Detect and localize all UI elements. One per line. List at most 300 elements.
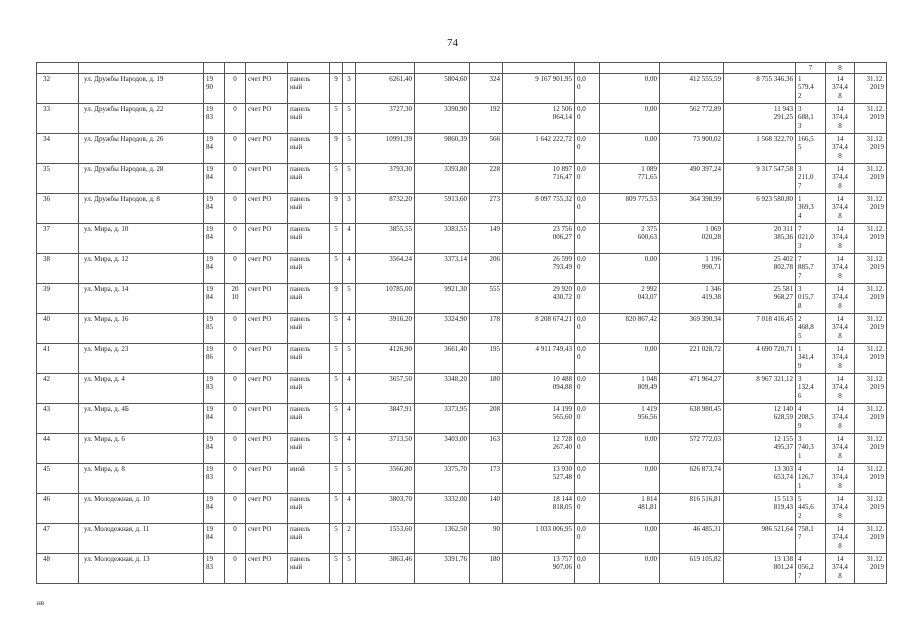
owners-funds-cell: 7 018 416,45 <box>724 313 796 343</box>
floors-cell: 5 <box>330 553 343 583</box>
total-cost-cell: 26 599 793,49 <box>503 253 575 283</box>
column-number-cell: 7 <box>796 63 826 74</box>
subsidy-fund-cell: 0,0 0 <box>575 253 600 283</box>
floors-cell: 9 <box>330 193 343 223</box>
subsidy-fund-cell: 0,0 0 <box>575 223 600 253</box>
renovation-year-cell: 0 <box>225 373 246 403</box>
build-year-cell: 19 84 <box>204 283 225 313</box>
floors-cell: 5 <box>330 373 343 403</box>
fund-method-cell: счет РО <box>246 343 288 373</box>
renovation-year-cell: 0 <box>225 493 246 523</box>
owners-funds-cell: 4 690 720,71 <box>724 343 796 373</box>
wall-material-cell: панель ный <box>288 313 330 343</box>
total-cost-cell: 23 756 006,27 <box>503 223 575 253</box>
fund-method-cell: счет РО <box>246 133 288 163</box>
regional-budget-cell: 0,00 <box>600 133 660 163</box>
regional-budget-cell: 1 048 809,49 <box>600 373 660 403</box>
row-number-cell: 33 <box>37 103 79 133</box>
entrances-cell: 4 <box>343 403 356 433</box>
owners-funds-cell: 1 568 322,70 <box>724 133 796 163</box>
living-area-cell: 3390,90 <box>415 103 470 133</box>
cost-per-sqm-cell: 7 885,7 7 <box>796 253 826 283</box>
wall-material-cell: панель ный <box>288 493 330 523</box>
living-area-cell: 3324,90 <box>415 313 470 343</box>
local-budget-cell: 490 397,24 <box>660 163 724 193</box>
floors-cell: 9 <box>330 73 343 103</box>
cost-per-sqm-cell: 1 579,4 2 <box>796 73 826 103</box>
regional-budget-cell: 1 089 771,65 <box>600 163 660 193</box>
total-cost-cell: 8 097 755,32 <box>503 193 575 223</box>
row-number-cell: 41 <box>37 343 79 373</box>
total-area-cell: 10785,00 <box>356 283 415 313</box>
owners-funds-cell: 8 967 321,12 <box>724 373 796 403</box>
address-cell: ул. Мира, д. 16 <box>79 313 204 343</box>
row-number-cell: 37 <box>37 223 79 253</box>
residents-cell: 273 <box>470 193 503 223</box>
completion-date-cell: 31.12. 2019 <box>855 163 887 193</box>
living-area-cell: 3403,00 <box>415 433 470 463</box>
living-area-cell: 9921,30 <box>415 283 470 313</box>
table-row <box>37 403 887 433</box>
living-area-cell: 3375,70 <box>415 463 470 493</box>
table-row <box>37 343 887 373</box>
table-row <box>37 463 887 493</box>
entrances-cell: 5 <box>343 553 356 583</box>
total-area-cell: 3793,30 <box>356 163 415 193</box>
subsidy-fund-cell: 0,0 0 <box>575 283 600 313</box>
limit-cost-cell: 14 374,4 8 <box>826 223 855 253</box>
cost-per-sqm-cell: 4 208,5 9 <box>796 403 826 433</box>
completion-date-cell: 31.12. 2019 <box>855 433 887 463</box>
subsidy-fund-cell: 0,0 0 <box>575 463 600 493</box>
wall-material-cell: панель ный <box>288 553 330 583</box>
total-cost-cell: 29 920 430,72 <box>503 283 575 313</box>
row-number-cell: 38 <box>37 253 79 283</box>
entrances-cell: 5 <box>343 103 356 133</box>
fund-method-cell: счет РО <box>246 73 288 103</box>
cost-per-sqm-cell: 2 468,8 5 <box>796 313 826 343</box>
table-row <box>37 283 887 313</box>
table-row <box>37 523 887 553</box>
local-budget-cell: 816 516,81 <box>660 493 724 523</box>
row-number-cell: 35 <box>37 163 79 193</box>
row-number-cell: 34 <box>37 133 79 163</box>
total-area-cell: 3916,20 <box>356 313 415 343</box>
address-cell: ул. Молодежная, д. 11 <box>79 523 204 553</box>
subsidy-fund-cell: 0,0 0 <box>575 553 600 583</box>
total-area-cell: 3564,24 <box>356 253 415 283</box>
total-cost-cell: 1 033 006,95 <box>503 523 575 553</box>
build-year-cell: 19 84 <box>204 433 225 463</box>
row-number-cell: 39 <box>37 283 79 313</box>
row-number-cell: 36 <box>37 193 79 223</box>
wall-material-cell: панель ный <box>288 223 330 253</box>
completion-date-cell: 31.12. 2019 <box>855 373 887 403</box>
cost-per-sqm-cell: 3 015,7 8 <box>796 283 826 313</box>
total-cost-cell: 18 144 818,05 <box>503 493 575 523</box>
subsidy-fund-cell: 0,0 0 <box>575 343 600 373</box>
total-area-cell: 3863,46 <box>356 553 415 583</box>
residents-cell: 163 <box>470 433 503 463</box>
table-row <box>37 313 887 343</box>
table-row <box>37 433 887 463</box>
limit-cost-cell: 14 374,4 8 <box>826 283 855 313</box>
limit-cost-cell: 14 374,4 8 <box>826 553 855 583</box>
regional-budget-cell: 0,00 <box>600 253 660 283</box>
residents-cell: 208 <box>470 403 503 433</box>
completion-date-cell: 31.12. 2019 <box>855 403 887 433</box>
total-cost-cell: 4 911 749,43 <box>503 343 575 373</box>
total-area-cell: 3657,50 <box>356 373 415 403</box>
fund-method-cell: счет РО <box>246 553 288 583</box>
total-area-cell: 3566,80 <box>356 463 415 493</box>
completion-date-cell: 31.12. 2019 <box>855 493 887 523</box>
regional-budget-cell: 0,00 <box>600 463 660 493</box>
completion-date-cell: 31.12. 2019 <box>855 283 887 313</box>
total-area-cell: 8732,20 <box>356 193 415 223</box>
living-area-cell: 3661,40 <box>415 343 470 373</box>
living-area-cell: 5804,60 <box>415 73 470 103</box>
total-cost-cell: 10 897 716,47 <box>503 163 575 193</box>
living-area-cell: 3332,00 <box>415 493 470 523</box>
local-budget-cell: 619 105,82 <box>660 553 724 583</box>
cost-per-sqm-cell: 4 126,7 1 <box>796 463 826 493</box>
wall-material-cell: иной <box>288 463 330 493</box>
fund-method-cell: счет РО <box>246 253 288 283</box>
entrances-cell: 4 <box>343 493 356 523</box>
fund-method-cell: счет РО <box>246 193 288 223</box>
table-row <box>37 133 887 163</box>
regional-budget-cell: 820 867,42 <box>600 313 660 343</box>
limit-cost-cell: 14 374,4 8 <box>826 493 855 523</box>
owners-funds-cell: 8 755 346,36 <box>724 73 796 103</box>
fund-method-cell: счет РО <box>246 433 288 463</box>
subsidy-fund-cell: 0,0 0 <box>575 403 600 433</box>
residents-cell: 140 <box>470 493 503 523</box>
total-cost-cell: 14 199 565,60 <box>503 403 575 433</box>
residents-cell: 566 <box>470 133 503 163</box>
entrances-cell: 4 <box>343 223 356 253</box>
total-area-cell: 3847,91 <box>356 403 415 433</box>
subsidy-fund-cell: 0,0 0 <box>575 133 600 163</box>
housing-program-table <box>36 62 887 584</box>
row-number-cell: 48 <box>37 553 79 583</box>
total-area-cell: 3855,55 <box>356 223 415 253</box>
row-number-cell: 32 <box>37 73 79 103</box>
cost-per-sqm-cell: 5 445,6 2 <box>796 493 826 523</box>
floors-cell: 5 <box>330 403 343 433</box>
residents-cell: 206 <box>470 253 503 283</box>
table-row <box>37 553 887 583</box>
build-year-cell: 19 84 <box>204 523 225 553</box>
row-number-cell: 46 <box>37 493 79 523</box>
residents-cell: 192 <box>470 103 503 133</box>
wall-material-cell: панель ный <box>288 103 330 133</box>
floors-cell: 5 <box>330 523 343 553</box>
cost-per-sqm-cell: 166,5 5 <box>796 133 826 163</box>
fund-method-cell: счет РО <box>246 373 288 403</box>
table-row <box>37 373 887 403</box>
row-number-cell: 43 <box>37 403 79 433</box>
completion-date-cell: 31.12. 2019 <box>855 553 887 583</box>
address-cell: ул. Мира, д. 6 <box>79 433 204 463</box>
entrances-cell: 5 <box>343 283 356 313</box>
owners-funds-cell: 13 303 653,74 <box>724 463 796 493</box>
completion-date-cell: 31.12. 2019 <box>855 463 887 493</box>
build-year-cell: 19 85 <box>204 313 225 343</box>
local-budget-cell: 638 980,45 <box>660 403 724 433</box>
address-cell: ул. Мира, д. 4 <box>79 373 204 403</box>
local-budget-cell: 1 346 419,38 <box>660 283 724 313</box>
floors-cell: 5 <box>330 223 343 253</box>
limit-cost-cell: 14 374,4 8 <box>826 523 855 553</box>
completion-date-cell: 31.12. 2019 <box>855 73 887 103</box>
cost-per-sqm-cell: 1 341,4 9 <box>796 343 826 373</box>
floors-cell: 9 <box>330 133 343 163</box>
owners-funds-cell: 13 138 801,24 <box>724 553 796 583</box>
owners-funds-cell: 25 402 802,78 <box>724 253 796 283</box>
limit-cost-cell: 14 374,4 8 <box>826 133 855 163</box>
address-cell: ул. Дружбы Народов, д. 26 <box>79 133 204 163</box>
address-cell: ул. Мира, д. 23 <box>79 343 204 373</box>
table-row <box>37 253 887 283</box>
build-year-cell: 19 83 <box>204 373 225 403</box>
renovation-year-cell: 20 10 <box>225 283 246 313</box>
limit-cost-cell: 14 374,4 8 <box>826 373 855 403</box>
renovation-year-cell: 0 <box>225 163 246 193</box>
build-year-cell: 19 86 <box>204 343 225 373</box>
fund-method-cell: счет РО <box>246 223 288 253</box>
build-year-cell: 19 83 <box>204 463 225 493</box>
build-year-cell: 19 83 <box>204 553 225 583</box>
address-cell: ул. Дружбы Народов, д. 28 <box>79 163 204 193</box>
local-budget-cell: 572 772,03 <box>660 433 724 463</box>
local-budget-cell: 46 485,31 <box>660 523 724 553</box>
table-header-row <box>37 63 887 74</box>
renovation-year-cell: 0 <box>225 193 246 223</box>
renovation-year-cell: 0 <box>225 103 246 133</box>
cost-per-sqm-cell: 3 211,0 7 <box>796 163 826 193</box>
limit-cost-cell: 14 374,4 8 <box>826 163 855 193</box>
table-row <box>37 223 887 253</box>
owners-funds-cell: 11 943 291,25 <box>724 103 796 133</box>
total-area-cell: 6261,40 <box>356 73 415 103</box>
entrances-cell: 2 <box>343 523 356 553</box>
build-year-cell: 19 84 <box>204 493 225 523</box>
renovation-year-cell: 0 <box>225 523 246 553</box>
entrances-cell: 3 <box>343 193 356 223</box>
local-budget-cell: 1 069 020,28 <box>660 223 724 253</box>
local-budget-cell: 73 900,02 <box>660 133 724 163</box>
living-area-cell: 5913,60 <box>415 193 470 223</box>
fund-method-cell: счет РО <box>246 523 288 553</box>
total-area-cell: 3727,30 <box>356 103 415 133</box>
build-year-cell: 19 84 <box>204 133 225 163</box>
subsidy-fund-cell: 0,0 0 <box>575 163 600 193</box>
residents-cell: 195 <box>470 343 503 373</box>
floors-cell: 9 <box>330 283 343 313</box>
renovation-year-cell: 0 <box>225 133 246 163</box>
limit-cost-cell: 14 374,4 8 <box>826 313 855 343</box>
wall-material-cell: панель ный <box>288 73 330 103</box>
table-row <box>37 163 887 193</box>
total-area-cell: 3713,50 <box>356 433 415 463</box>
owners-funds-cell: 15 513 819,43 <box>724 493 796 523</box>
local-budget-cell: 471 964,27 <box>660 373 724 403</box>
regional-budget-cell: 0,00 <box>600 553 660 583</box>
limit-cost-cell: 14 374,4 8 <box>826 103 855 133</box>
residents-cell: 90 <box>470 523 503 553</box>
wall-material-cell: панель ный <box>288 133 330 163</box>
completion-date-cell: 31.12. 2019 <box>855 103 887 133</box>
address-cell: ул. Дружбы Народов, д. 8 <box>79 193 204 223</box>
total-area-cell: 3803,70 <box>356 493 415 523</box>
living-area-cell: 3393,80 <box>415 163 470 193</box>
subsidy-fund-cell: 0,0 0 <box>575 433 600 463</box>
floors-cell: 5 <box>330 103 343 133</box>
completion-date-cell: 31.12. 2019 <box>855 253 887 283</box>
address-cell: ул. Молодежная, д. 13 <box>79 553 204 583</box>
completion-date-cell: 31.12. 2019 <box>855 523 887 553</box>
owners-funds-cell: 986 521,64 <box>724 523 796 553</box>
completion-date-cell: 31.12. 2019 <box>855 193 887 223</box>
residents-cell: 178 <box>470 313 503 343</box>
address-cell: ул. Дружбы Народов, д. 22 <box>79 103 204 133</box>
floors-cell: 5 <box>330 343 343 373</box>
floors-cell: 5 <box>330 493 343 523</box>
residents-cell: 324 <box>470 73 503 103</box>
floors-cell: 5 <box>330 433 343 463</box>
total-cost-cell: 13 930 527,48 <box>503 463 575 493</box>
build-year-cell: 19 84 <box>204 403 225 433</box>
floors-cell: 5 <box>330 313 343 343</box>
living-area-cell: 3373,95 <box>415 403 470 433</box>
total-cost-cell: 12 728 267,40 <box>503 433 575 463</box>
build-year-cell: 19 83 <box>204 103 225 133</box>
subsidy-fund-cell: 0,0 0 <box>575 73 600 103</box>
subsidy-fund-cell: 0,0 0 <box>575 373 600 403</box>
row-number-cell: 42 <box>37 373 79 403</box>
entrances-cell: 4 <box>343 313 356 343</box>
fund-method-cell: счет РО <box>246 283 288 313</box>
fund-method-cell: счет РО <box>246 163 288 193</box>
subsidy-fund-cell: 0,0 0 <box>575 193 600 223</box>
regional-budget-cell: 809 775,53 <box>600 193 660 223</box>
fund-method-cell: счет РО <box>246 313 288 343</box>
footer-mark: нв <box>37 599 45 607</box>
wall-material-cell: панель ный <box>288 403 330 433</box>
regional-budget-cell: 1 814 481,81 <box>600 493 660 523</box>
residents-cell: 180 <box>470 553 503 583</box>
owners-funds-cell: 9 317 547,58 <box>724 163 796 193</box>
build-year-cell: 19 84 <box>204 253 225 283</box>
cost-per-sqm-cell: 3 132,4 6 <box>796 373 826 403</box>
living-area-cell: 3383,55 <box>415 223 470 253</box>
address-cell: ул. Мира, д. 10 <box>79 223 204 253</box>
local-budget-cell: 369 390,34 <box>660 313 724 343</box>
local-budget-cell: 562 772,89 <box>660 103 724 133</box>
limit-cost-cell: 14 374,4 8 <box>826 193 855 223</box>
wall-material-cell: панель ный <box>288 523 330 553</box>
wall-material-cell: панель ный <box>288 283 330 313</box>
cost-per-sqm-cell: 1 369,3 4 <box>796 193 826 223</box>
address-cell: ул. Мира, д. 12 <box>79 253 204 283</box>
owners-funds-cell: 12 140 628,59 <box>724 403 796 433</box>
regional-budget-cell: 0,00 <box>600 433 660 463</box>
wall-material-cell: панель ный <box>288 163 330 193</box>
renovation-year-cell: 0 <box>225 253 246 283</box>
row-number-cell: 47 <box>37 523 79 553</box>
address-cell: ул. Дружбы Народов, д. 19 <box>79 73 204 103</box>
residents-cell: 228 <box>470 163 503 193</box>
regional-budget-cell: 0,00 <box>600 343 660 373</box>
residents-cell: 173 <box>470 463 503 493</box>
subsidy-fund-cell: 0,0 0 <box>575 523 600 553</box>
column-number-cell: 8 <box>826 63 855 74</box>
build-year-cell: 19 84 <box>204 193 225 223</box>
cost-per-sqm-cell: 7 021,0 3 <box>796 223 826 253</box>
residents-cell: 180 <box>470 373 503 403</box>
floors-cell: 5 <box>330 163 343 193</box>
living-area-cell: 9860,39 <box>415 133 470 163</box>
address-cell: ул. Молодежная, д. 10 <box>79 493 204 523</box>
entrances-cell: 5 <box>343 343 356 373</box>
owners-funds-cell: 12 155 495,37 <box>724 433 796 463</box>
living-area-cell: 3348,20 <box>415 373 470 403</box>
total-area-cell: 10991,39 <box>356 133 415 163</box>
owners-funds-cell: 6 923 580,80 <box>724 193 796 223</box>
regional-budget-cell: 2 375 600,63 <box>600 223 660 253</box>
build-year-cell: 19 84 <box>204 163 225 193</box>
total-cost-cell: 10 488 094,88 <box>503 373 575 403</box>
completion-date-cell: 31.12. 2019 <box>855 313 887 343</box>
renovation-year-cell: 0 <box>225 433 246 463</box>
local-budget-cell: 1 196 990,71 <box>660 253 724 283</box>
entrances-cell: 3 <box>343 73 356 103</box>
table-row <box>37 193 887 223</box>
limit-cost-cell: 14 374,4 8 <box>826 403 855 433</box>
table-row <box>37 103 887 133</box>
cost-per-sqm-cell: 3 740,3 1 <box>796 433 826 463</box>
residents-cell: 555 <box>470 283 503 313</box>
row-number-cell: 44 <box>37 433 79 463</box>
total-cost-cell: 8 208 674,21 <box>503 313 575 343</box>
floors-cell: 5 <box>330 253 343 283</box>
address-cell: ул. Мира, д. 14 <box>79 283 204 313</box>
limit-cost-cell: 14 374,4 8 <box>826 433 855 463</box>
wall-material-cell: панель ный <box>288 193 330 223</box>
row-number-cell: 45 <box>37 463 79 493</box>
limit-cost-cell: 14 374,4 8 <box>826 463 855 493</box>
residents-cell: 149 <box>470 223 503 253</box>
build-year-cell: 19 90 <box>204 73 225 103</box>
address-cell: ул. Мира, д. 4Б <box>79 403 204 433</box>
fund-method-cell: счет РО <box>246 103 288 133</box>
renovation-year-cell: 0 <box>225 223 246 253</box>
completion-date-cell: 31.12. 2019 <box>855 223 887 253</box>
renovation-year-cell: 0 <box>225 403 246 433</box>
renovation-year-cell: 0 <box>225 463 246 493</box>
renovation-year-cell: 0 <box>225 343 246 373</box>
wall-material-cell: панель ный <box>288 343 330 373</box>
entrances-cell: 4 <box>343 253 356 283</box>
address-cell: ул. Мира, д. 8 <box>79 463 204 493</box>
regional-budget-cell: 0,00 <box>600 523 660 553</box>
cost-per-sqm-cell: 758,1 7 <box>796 523 826 553</box>
limit-cost-cell: 14 374,4 8 <box>826 73 855 103</box>
subsidy-fund-cell: 0,0 0 <box>575 493 600 523</box>
page-number: 74 <box>447 37 458 49</box>
